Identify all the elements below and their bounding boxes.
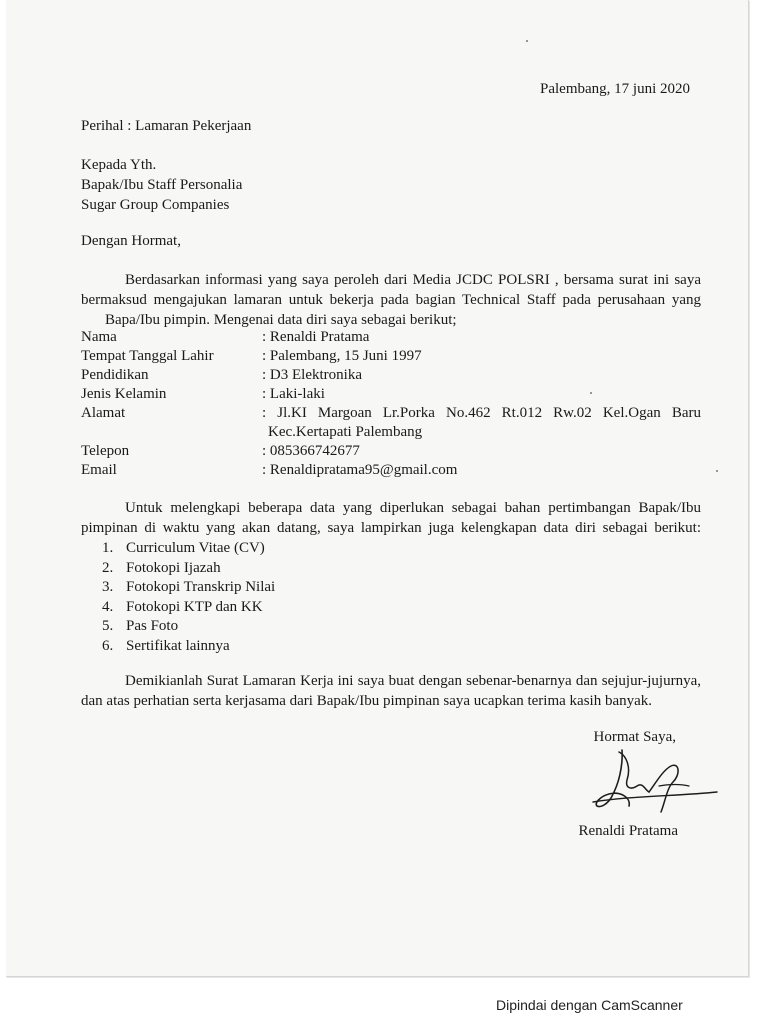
- list-number: 1.: [102, 540, 114, 556]
- data-value: : Palembang, 15 Juni 1997: [262, 348, 422, 364]
- closing-paragraph: [81, 671, 701, 711]
- data-value: : D3 Elektronika: [262, 367, 362, 383]
- data-row-phone: [81, 442, 701, 461]
- list-item: [102, 637, 275, 657]
- greeting: Dengan Hormat,: [81, 233, 181, 249]
- list-number: 5.: [102, 618, 114, 634]
- list-item: [102, 578, 275, 598]
- personal-data-table: [81, 328, 701, 480]
- data-value: : Jl.KI Margoan Lr.Porka No.462 Rt.012 Rw.02 Kel.Ogan Baru: [262, 405, 701, 421]
- recipient-block: [81, 156, 242, 216]
- scan-speck: [716, 470, 718, 472]
- list-item: [102, 559, 275, 579]
- data-row-name: [81, 328, 701, 347]
- intro-line: bermaksud mengajukan lamaran untuk bekerja pada bagian Technical Staff pada perusahaan yang: [81, 292, 701, 308]
- data-label: Alamat: [81, 405, 126, 421]
- data-row-address: [81, 404, 701, 442]
- recipient-line: Sugar Group Companies: [81, 197, 230, 213]
- data-label: Nama: [81, 329, 117, 345]
- data-row-gender: [81, 385, 701, 404]
- attachments-intro-line: pimpinan di waktu yang akan datang, saya lampirkan juga kelengkapan data diri sebagai berikut:: [81, 520, 701, 536]
- closing-line: Demikianlah Surat Lamaran Kerja ini saya buat dengan sebenar-benarnya dan sejujur-jujurnya,: [125, 673, 701, 689]
- intro-line: Berdasarkan informasi yang saya peroleh dari Media JCDC POLSRI , bersama surat ini saya: [125, 272, 701, 288]
- scan-speck: [590, 392, 592, 394]
- signature-image: [589, 746, 719, 816]
- list-item: [102, 598, 275, 618]
- list-number: 6.: [102, 637, 114, 654]
- recipient-line: Kepada Yth.: [81, 157, 157, 173]
- attachments-intro-paragraph: [81, 498, 701, 538]
- list-text: Fotokopi Ijazah: [126, 559, 221, 576]
- scanner-watermark: Dipindai dengan CamScanner: [496, 997, 683, 1013]
- attachments-intro-line: Untuk melengkapi beberapa data yang diperlukan sebagai bahan pertimbangan Bapak/Ibu: [125, 500, 701, 516]
- list-item: [102, 539, 275, 559]
- recipient-line: Bapak/Ibu Staff Personalia: [81, 177, 243, 193]
- data-value: : 085366742677: [262, 443, 360, 459]
- list-text: Fotokopi KTP dan KK: [126, 598, 263, 615]
- list-number: 3.: [102, 579, 114, 595]
- data-row-email: [81, 461, 701, 480]
- list-text: Sertifikat lainnya: [126, 637, 230, 654]
- data-label: Tempat Tanggal Lahir: [81, 348, 214, 364]
- data-label: Email: [81, 462, 117, 478]
- list-text: Pas Foto: [126, 618, 179, 634]
- data-value: : Laki-laki: [262, 386, 325, 402]
- closing-salutation: Hormat Saya,: [593, 729, 676, 745]
- data-label: Pendidikan: [81, 367, 149, 383]
- intro-line: Bapa/Ibu pimpin. Mengenai data diri saya sebagai berikut;: [105, 312, 457, 328]
- signer-name: Renaldi Pratama: [578, 823, 678, 839]
- data-label: Telepon: [81, 443, 130, 459]
- address-value: [262, 404, 701, 442]
- list-text: Fotokopi Transkrip Nilai: [126, 579, 276, 595]
- data-row-education: [81, 366, 701, 385]
- place-date: Palembang, 17 juni 2020: [540, 81, 690, 97]
- attachments-list: [102, 539, 275, 656]
- closing-line: dan atas perhatian serta kerjasama dari Bapak/Ibu pimpinan saya ucapkan terima kasih banyak.: [81, 693, 653, 709]
- data-row-birth: [81, 347, 701, 366]
- intro-paragraph: [81, 270, 701, 330]
- letter-page: [6, 0, 749, 977]
- scan-speck: [526, 40, 528, 42]
- data-value-continued: Kec.Kertapati Palembang: [268, 424, 423, 440]
- data-value: : Renaldipratama95@gmail.com: [262, 462, 458, 478]
- list-text: Curriculum Vitae (CV): [126, 540, 265, 556]
- list-item: [102, 617, 275, 637]
- list-number: 2.: [102, 559, 114, 576]
- data-label: Jenis Kelamin: [81, 386, 167, 402]
- list-number: 4.: [102, 598, 114, 615]
- data-value: : Renaldi Pratama: [262, 329, 370, 345]
- letter-subject: Perihal : Lamaran Pekerjaan: [81, 118, 252, 134]
